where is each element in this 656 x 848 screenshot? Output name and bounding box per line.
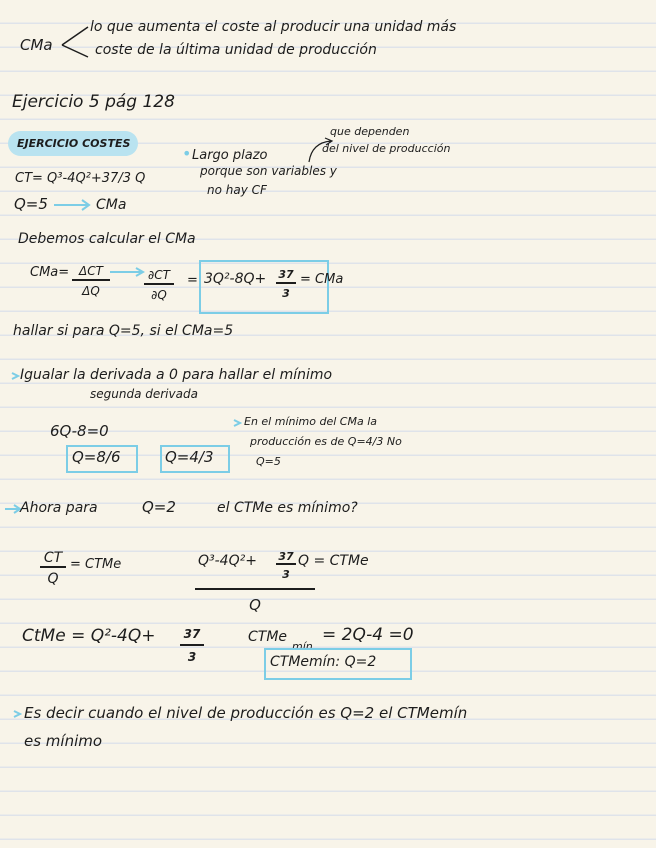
given-cma: CMa — [96, 197, 127, 213]
ctme-min-sub: mín — [292, 640, 313, 653]
cma-result-frac-den: 3 — [282, 287, 290, 300]
derivative-line1: Igualar la derivada a 0 para hallar el mínimo — [20, 367, 333, 383]
brace-icon — [60, 22, 90, 62]
side-note-line3: no hay CF — [207, 183, 267, 197]
frac2-num: ∂CT — [148, 268, 170, 282]
ctme-expanded-line — [195, 588, 315, 590]
cma-result-box — [199, 260, 329, 314]
conclusion-line2: es mínimo — [24, 732, 103, 750]
frac2-line — [144, 283, 174, 285]
bullet-arrow-icon — [10, 371, 20, 381]
bullet-marker: • — [182, 144, 192, 163]
cost-function: CT= Q³-4Q²+37/3 Q — [15, 171, 146, 186]
ctme-expanded-num: Q³-4Q²+ — [198, 553, 257, 569]
bullet-arrow-icon — [232, 418, 242, 428]
ctme-result: CtMe = Q²-4Q+ — [22, 626, 156, 646]
ctme-expanded-frac-den: 3 — [282, 568, 290, 581]
cma-definition-1: lo que aumenta el coste al producir una unidad más — [90, 19, 457, 35]
ctme-question-lead: Ahora para — [20, 500, 98, 516]
arrow-right-icon — [108, 266, 146, 278]
cma-result-end: = CMa — [300, 272, 344, 287]
ctme-result-frac-num: 37 — [183, 627, 201, 641]
ctme-result-frac-den: 3 — [187, 650, 197, 664]
ctme-expanded-frac-num: 37 — [278, 550, 294, 563]
solve-result-2: Q=4/3 — [165, 448, 214, 466]
frac1-line — [72, 279, 110, 281]
derivative-line2: segunda derivada — [90, 387, 198, 401]
ctme-expanded-den: Q — [249, 596, 261, 614]
ctme-def-line — [40, 566, 66, 568]
frac1-num: ΔCT — [79, 264, 103, 278]
ctme-question-text: el CTMe es mínimo? — [217, 500, 358, 516]
min-note-line2: producción es de Q=4/3 No — [250, 435, 402, 448]
calc-cma-text: Debemos calcular el CMa — [18, 231, 196, 247]
ctme-question-q: Q=2 — [142, 498, 176, 516]
cma-label: CMa — [20, 36, 53, 54]
side-note-line2: porque son variables y — [200, 164, 337, 178]
badge-label: EJERCICIO COSTES — [17, 137, 131, 150]
cma-result-frac-num: 37 — [278, 268, 294, 281]
formula-equals: = — [187, 273, 198, 288]
min-note-line3: Q=5 — [256, 455, 281, 468]
given-q: Q=5 — [14, 195, 48, 213]
cma-result-frac-line — [276, 282, 296, 284]
ctme-min-boxed: CTMemín: Q=2 — [270, 654, 377, 670]
solve-equation: 6Q-8=0 — [50, 422, 109, 440]
ctme-min-rhs: = 2Q-4 =0 — [322, 625, 414, 645]
frac2-den: ∂Q — [151, 288, 167, 302]
find-line: hallar si para Q=5, si el CMa=5 — [13, 323, 234, 339]
min-note-line1: En el mínimo del CMa la — [244, 415, 377, 428]
ctme-def-num: CT — [43, 550, 63, 566]
ctme-def-den: Q — [47, 571, 59, 587]
cma-definition-2: coste de la última unidad de producción — [95, 42, 377, 58]
cma-result-expr: 3Q²-8Q+ — [204, 271, 267, 287]
solve-result-1: Q=8/6 — [72, 448, 121, 466]
frac1-den: ΔQ — [82, 284, 100, 298]
ctme-expanded-end: Q = CTMe — [298, 553, 369, 569]
exercise-title: Ejercicio 5 pág 128 — [12, 92, 175, 112]
annotation-1: que dependen — [330, 125, 410, 138]
ctme-result-frac-line — [180, 644, 204, 646]
side-note-line1: Largo plazo — [192, 148, 268, 163]
ctme-min-lhs: CTMe — [248, 629, 288, 645]
conclusion-line1: Es decir cuando el nivel de producción es Q=2 el CTMemín — [24, 704, 468, 722]
ctme-expanded-frac-line — [276, 563, 296, 565]
bullet-arrow-icon — [12, 709, 22, 719]
cma-formula-lhs: CMa= — [30, 265, 70, 280]
arrow-right-icon — [52, 198, 92, 212]
annotation-2: del nivel de producción — [322, 142, 451, 155]
ctme-def-rhs: = CTMe — [70, 557, 122, 572]
